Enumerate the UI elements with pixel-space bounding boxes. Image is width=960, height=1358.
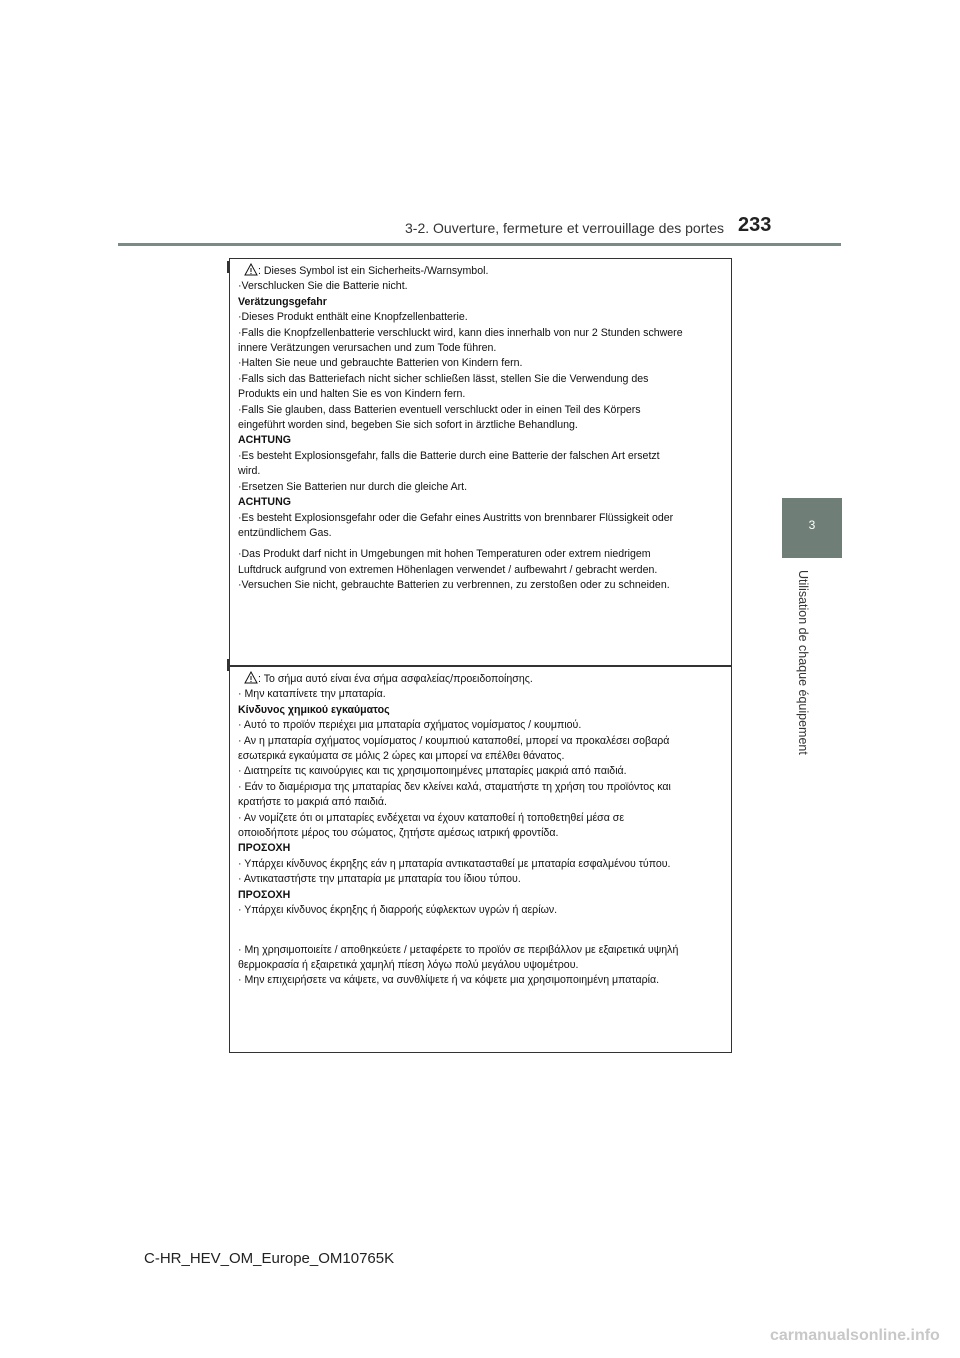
- notice-line: · Μη χρησιμοποιείτε / αποθηκεύετε / μεταφέρετε το προϊόν σε περιβάλλον με εξαιρετικά υψηλή: [238, 943, 679, 956]
- notice-line: ·Versuchen Sie nicht, gebrauchte Batterien zu verbrennen, zu zerstoßen oder zu schneiden.: [238, 579, 670, 592]
- notice-line: ·Es besteht Explosionsgefahr, falls die Batterie durch eine Batterie der falschen Art ersetzt: [238, 449, 660, 462]
- notice-line: θερμοκρασία ή εξαιρετικά χαμηλή πίεση λόγω πολύ μεγάλου υψομέτρου.: [238, 958, 579, 971]
- notice-line: ·Falls Sie glauben, dass Batterien eventuell verschluckt oder in einen Teil des Körpers: [238, 403, 641, 416]
- notice-line: · Διατηρείτε τις καινούργιες και τις χρησιμοποιημένες μπαταρίες μακριά από παιδιά.: [238, 765, 627, 778]
- warning-triangle-icon: [244, 671, 258, 684]
- chapter-tab: [782, 498, 842, 558]
- notice-line: ·Verschlucken Sie die Batterie nicht.: [238, 280, 408, 293]
- notice-line: eingeführt worden sind, begeben Sie sich sofort in ärztliche Behandlung.: [238, 419, 578, 432]
- notice-line: innere Verätzungen verursachen und zum Tode führen.: [238, 342, 497, 355]
- notice-heading: Κίνδυνος χημικού εγκαύματος: [238, 703, 390, 716]
- document-id: C-HR_HEV_OM_Europe_OM10765K: [144, 1250, 395, 1267]
- notice-line: ·Es besteht Explosionsgefahr oder die Gefahr eines Austritts von brennbarer Flüssigkeit oder: [238, 511, 674, 524]
- notice-line: ·Falls sich das Batteriefach nicht sicher schließen lässt, stellen Sie die Verwendung des: [238, 372, 649, 385]
- greek-notice: [238, 671, 728, 989]
- notice-heading: ACHTUNG: [238, 496, 291, 509]
- notice-line: · Αν νομίζετε ότι οι μπαταρίες ενδέχεται να έχουν καταποθεί ή τοποθετηθεί μέσα σε: [238, 811, 625, 824]
- scan-tick-top: [227, 261, 229, 273]
- notice-text: : Το σήμα αυτό είναι ένα σήμα ασφαλείας/προειδοποίησης.: [258, 673, 533, 685]
- scan-tick-mid: [227, 659, 229, 671]
- notice-line: wird.: [238, 465, 261, 478]
- notice-line: Produkts ein und halten Sie es von Kindern fern.: [238, 388, 466, 401]
- header-section-title: 3-2. Ouverture, fermeture et verrouillage des portes: [405, 220, 725, 236]
- notice-line: ·Dieses Produkt enthält eine Knopfzellenbatterie.: [238, 311, 468, 324]
- notice-line: · Υπάρχει κίνδυνος έκρηξης ή διαρροής εύφλεκτων υγρών ή αερίων.: [238, 904, 558, 917]
- notice-heading: ACHTUNG: [238, 434, 291, 447]
- notice-line: · Μην επιχειρήσετε να κάψετε, να συνθλίψετε ή να κόψετε μια χρησιμοποιημένη μπαταρία.: [238, 974, 660, 987]
- chapter-label: Utilisation de chaque équipement: [796, 570, 810, 755]
- notice-heading: ΠΡΟΣΟΧΗ: [238, 842, 291, 855]
- notice-line: · Αντικαταστήστε την μπαταρία με μπαταρία του ίδιου τύπου.: [238, 873, 521, 886]
- notice-heading: Verätzungsgefahr: [238, 295, 327, 308]
- header-rule: [118, 243, 841, 246]
- notice-line: ·Falls die Knopfzellenbatterie verschluckt wird, kann dies innerhalb von nur 2 Stunden schwere: [238, 326, 683, 339]
- notice-line: · Εάν το διαμέρισμα της μπαταρίας δεν κλείνει καλά, σταματήστε τη χρήση του προϊόντος και: [238, 780, 671, 793]
- notice-line: · Υπάρχει κίνδυνος έκρηξης εάν η μπαταρία αντικατασταθεί με μπαταρία εσφαλμένου τύπου.: [238, 857, 671, 870]
- notice-line: entzündlichem Gas.: [238, 526, 332, 539]
- notice-line: εσωτερικά εγκαύματα σε μόλις 2 ώρες και μπορεί να επέλθει θάνατος.: [238, 750, 565, 763]
- page-number: 233: [738, 214, 772, 236]
- notice-line: [238, 671, 728, 687]
- notice-line: ·Ersetzen Sie Batterien nur durch die gleiche Art.: [238, 480, 468, 493]
- notice-line: οποιοδήποτε μέρος του σώματος, ζητήστε αμέσως ιατρική φροντίδα.: [238, 827, 559, 840]
- notice-line: κρατήστε το μακριά από παιδιά.: [238, 796, 387, 809]
- notice-text: : Dieses Symbol ist ein Sicherheits-/Warnsymbol.: [258, 265, 489, 277]
- chapter-number: 3: [808, 518, 816, 532]
- notice-line: · Αυτό το προϊόν περιέχει μια μπαταρία σχήματος νομίσματος / κουμπιού.: [238, 719, 582, 732]
- german-notice: [238, 263, 728, 594]
- notice-line: ·Das Produkt darf nicht in Umgebungen mit hohen Temperaturen oder extrem niedrigem: [238, 548, 651, 561]
- watermark: carmanualsonline.info: [770, 1327, 940, 1344]
- scanned-notice: [229, 258, 732, 1053]
- notice-line: Luftdruck aufgrund von extremen Höhenlagen verwendet / aufbewahrt / gebracht werden.: [238, 563, 658, 576]
- notice-line: · Αν η μπαταρία σχήματος νομίσματος / κουμπιού καταποθεί, μπορεί να προκαλέσει σοβαρά: [238, 734, 670, 747]
- notice-line: [238, 263, 728, 279]
- scan-divider: [230, 665, 731, 667]
- notice-heading: ΠΡΟΣΟΧΗ: [238, 888, 291, 901]
- warning-triangle-icon: [244, 263, 258, 276]
- notice-line: ·Halten Sie neue und gebrauchte Batterien von Kindern fern.: [238, 357, 523, 370]
- notice-line: · Μην καταπίνετε την μπαταρία.: [238, 688, 386, 701]
- chapter-label-wrap: [796, 570, 820, 770]
